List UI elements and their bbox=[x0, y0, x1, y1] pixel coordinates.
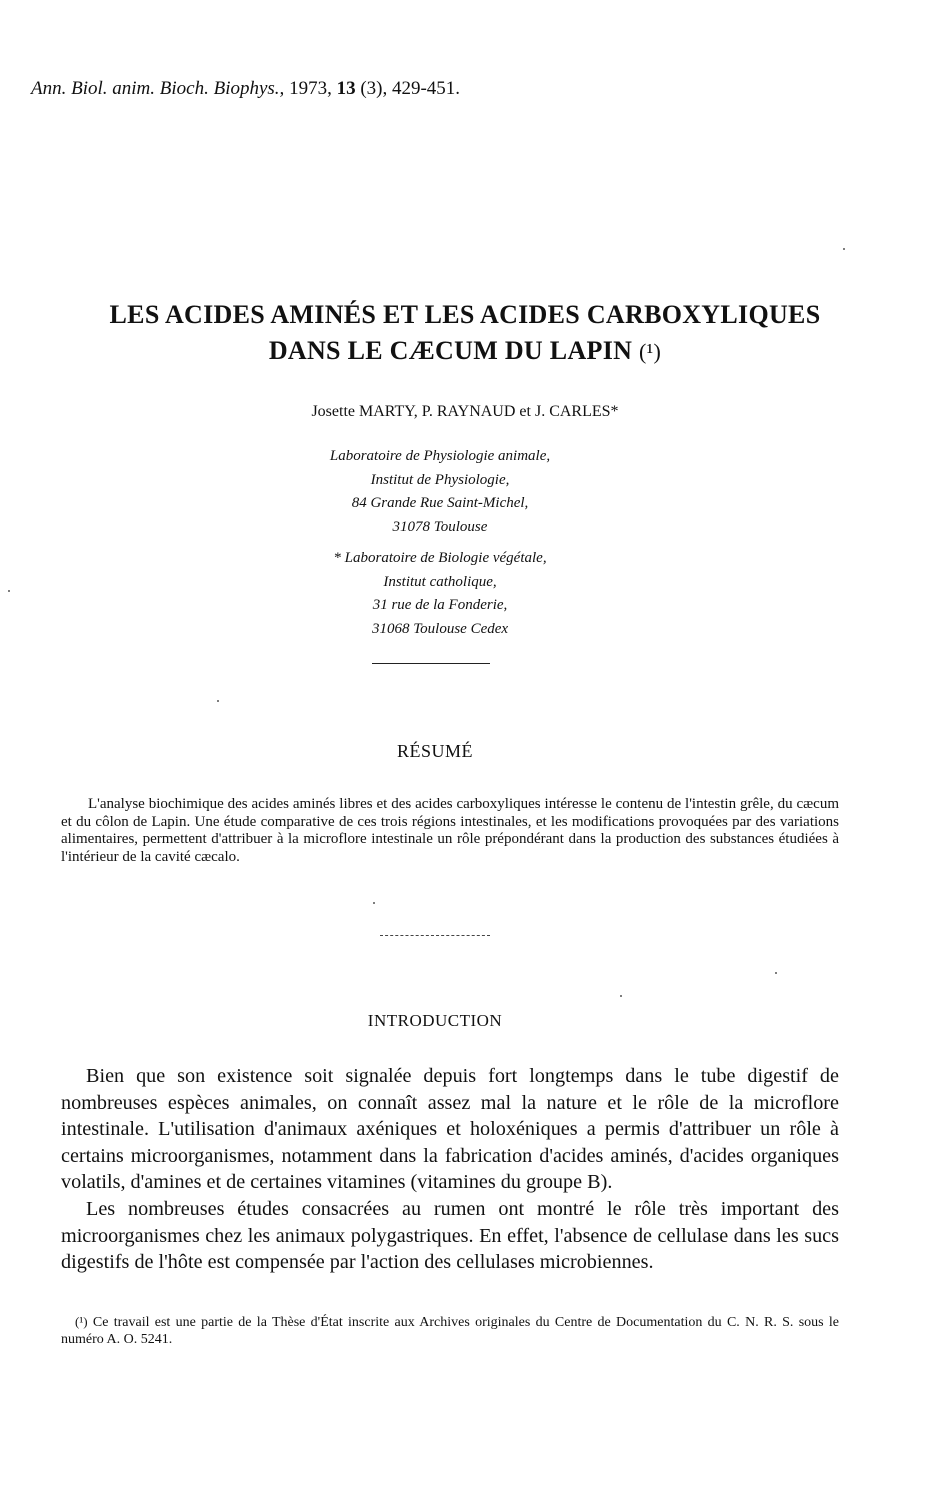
article-title bbox=[0, 297, 930, 370]
affiliation-line: 31 rue de la Fonderie, bbox=[372, 597, 508, 613]
paragraph: Bien que son existence soit signalée depuis fort longtemps dans le tube digestif de nombreuses espèces animales, on connaît assez mal la nature et le rôle de la microflore intestinale. L'utilisation d'animaux axéniques et holoxéniques a permis d'attribuer un rôle à certains microorganismes, notamment dans la fabrication d'acides aminés, d'acides organiques volatils, d'amines et de certaines vitamines (vitamines du groupe B). bbox=[61, 1065, 839, 1194]
affiliation-line: * Laboratoire de Biologie végétale, bbox=[333, 550, 547, 566]
affiliation-2 bbox=[0, 547, 880, 641]
affiliation-line: 31068 Toulouse Cedex bbox=[371, 620, 509, 637]
title-line-2-text: DANS LE CÆCUM DU LAPIN bbox=[268, 336, 633, 365]
scan-speck bbox=[217, 700, 219, 702]
abstract-text: L'analyse biochimique des acides aminés libres et des acides carboxyliques intéresse le contenu de l'intestin grêle, du cæcum et du côlon de Lapin. Une étude comparative de ces trois régions intestinales, et les modifications provoquées par des variations alimentaires, permettent d'attribuer à la microflore intestinale un rôle prépondérant dans la production des substances étudiées à l'intérieur de la cavité cæcalo. bbox=[61, 796, 839, 865]
abstract-heading: RÉSUMÉ bbox=[396, 741, 473, 761]
citation-pages: (3), 429-451. bbox=[360, 78, 461, 99]
title-line-1: LES ACIDES AMINÉS ET LES ACIDES CARBOXYLIQUES bbox=[109, 300, 821, 329]
affiliations bbox=[0, 445, 880, 641]
affiliation-line: 31078 Toulouse bbox=[392, 518, 488, 535]
separator-rule-dotted bbox=[380, 935, 490, 936]
scan-speck bbox=[843, 248, 845, 250]
citation-journal: Ann. Biol. anim. Bioch. Biophys., bbox=[31, 78, 285, 99]
scan-speck bbox=[775, 972, 777, 974]
title-footnote-mark: (¹) bbox=[639, 339, 662, 364]
separator-rule bbox=[372, 663, 490, 664]
citation-year: 1973, bbox=[289, 78, 332, 99]
title-line-2 bbox=[0, 333, 930, 370]
introduction-heading: INTRODUCTION bbox=[367, 1011, 503, 1030]
footnote-text: Ce travail est une partie de la Thèse d'État inscrite aux Archives originales du Centre de Documentation du C. N. R. S. sous le numéro A. O. 5241. bbox=[61, 1315, 839, 1347]
footnote bbox=[61, 1313, 839, 1348]
affiliation-1 bbox=[0, 445, 880, 539]
author-list: Josette MARTY, P. RAYNAUD et J. CARLES* bbox=[311, 403, 619, 420]
paragraph: Les nombreuses études consacrées au rumen ont montré le rôle très important des microorganismes chez les animaux polygastriques. En effet, l'absence de cellulase dans les sucs digestifs de l'hôte est compensée par l'action des cellulases microbiennes. bbox=[61, 1197, 839, 1274]
scan-speck bbox=[8, 590, 10, 592]
affiliation-line: 84 Grande Rue Saint-Michel, bbox=[351, 495, 529, 511]
scan-speck bbox=[373, 902, 375, 904]
scan-speck bbox=[620, 995, 622, 997]
affiliation-line: Institut de Physiologie, bbox=[370, 471, 510, 488]
footnote-mark: (¹) bbox=[75, 1314, 88, 1329]
affiliation-line: Laboratoire de Physiologie animale, bbox=[329, 448, 551, 464]
introduction-body bbox=[61, 1063, 839, 1276]
citation-line bbox=[31, 78, 460, 100]
affiliation-line: Institut catholique, bbox=[383, 573, 497, 590]
citation-volume: 13 bbox=[336, 78, 356, 99]
